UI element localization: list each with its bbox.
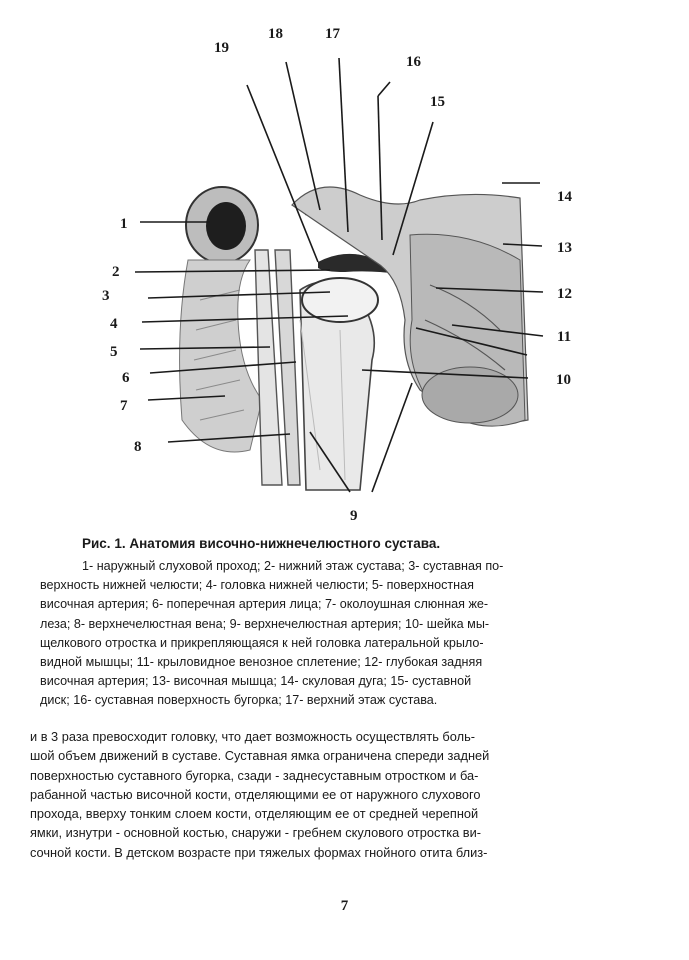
body-text [30,727,650,862]
caption-line: диск; 16- суставная поверхность бугорка; 17- верхний этаж сустава. [40,693,438,708]
caption-line: щелкового отростка и прикрепляющаяся к ней головка латеральной крыло- [40,635,484,650]
label-18: 18 [268,26,283,42]
label-1: 1 [120,216,128,232]
label-6: 6 [122,370,130,386]
label-11: 11 [557,329,572,345]
caption-title: Рис. 1. Анатомия височно-нижнечелюстного сустава. [82,536,441,551]
label-15: 15 [430,94,445,110]
body-line: поверхностью суставного бугорка, сзади - заднесуставным отростком и ба- [30,767,479,783]
body-line: и в 3 раза превосходит головку, что дает возможность осуществлять боль- [30,729,475,744]
label-16: 16 [406,54,421,70]
label-12: 12 [557,286,572,302]
body-line: прохода, вверху тонким слоем кости, отделяющим ее от средней черепной [30,806,479,822]
label-14: 14 [557,189,572,205]
caption-line: видной мышцы; 11- крыловидное венозное сплетение; 12- глубокая задняя [40,655,483,670]
label-2: 2 [112,264,120,280]
label-8: 8 [134,439,142,455]
caption-line: височная артерия; 13- височная мышца; 14- скуловая дуга; 15- суставной [40,674,472,689]
label-10: 10 [556,372,571,388]
caption-line: 1- наружный слуховой проход; 2- нижний этаж сустава; 3- суставная по- [82,559,504,573]
label-19: 19 [214,40,229,56]
label-13: 13 [557,240,572,256]
label-7: 7 [120,398,128,414]
body-line: сочной кости. В детском возрасте при тяжелых формах гнойного отита близ- [30,844,488,860]
caption-line: леза; 8- верхнечелюстная вена; 9- верхнечелюстная артерия; 10- шейка мы- [40,616,490,631]
label-9: 9 [350,508,358,524]
page-number: 7 [340,898,349,914]
label-3: 3 [102,288,110,304]
caption-line: височная артерия; 6- поперечная артерия лица; 7- околоушная слюнная же- [40,597,489,612]
body-line: шой объем движений в суставе. Суставная ямка ограничена спереди задней [30,748,490,764]
figure-caption [40,536,640,711]
body-line: ямки, изнутри - основной костью, снаружи - гребнем скулового отростка ви- [30,825,482,841]
caption-line: верхность нижней челюсти; 4- головка нижней челюсти; 5- поверхностная [40,578,474,593]
label-4: 4 [110,316,118,332]
label-5: 5 [110,344,118,360]
label-17: 17 [325,26,340,42]
body-line: рабанной частью височной кости, отделяющими ее от наружного слухового [30,786,481,802]
illustration-drawing [180,187,528,490]
